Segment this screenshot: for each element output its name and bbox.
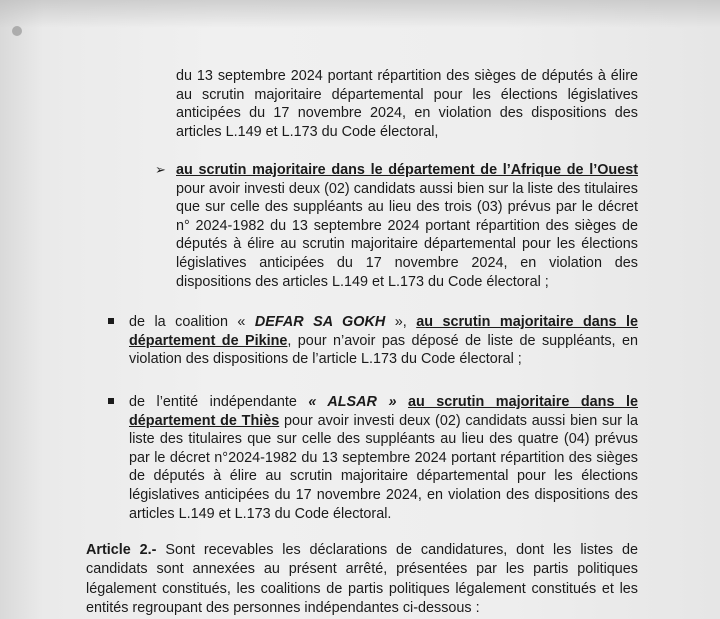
arrow-item-text: pour avoir investi deux (02) candidats aussi bien sur la liste des titulaires que sur celle des suppléants au lieu des trois (03) prévus par le décret n° 2024-1982 du 13 septembre 2024 portant répartition des sièges de députés à élire au scrutin majoritaire départemental pour les élections législatives anticipées du 17 novembre 2024, en violation des dispositions des articles L.149 et L.173 du Code électoral ; [176, 180, 638, 290]
arrow-item-body [176, 161, 638, 291]
bullet-item-body [129, 313, 638, 369]
bullet-heading: au scrutin majoritaire dans le département de Pikine [129, 314, 639, 349]
scan-mark [12, 26, 22, 36]
bullet-prefix: de la coalition « [129, 314, 255, 330]
arrow-item-heading: au scrutin majoritaire dans le département de l’Afrique de l’Ouest [176, 162, 638, 178]
article-text: Sont recevables les déclarations de candidatures, dont les listes de candidats sont annexées au présent arrêté, présentées par les partis politiques légalement constitués, les coalitions de partis politiques légalement constitués et les entités regroupant des personnes indépendantes ci-dessous : [86, 542, 638, 617]
bullet-prefix: de l’entité indépendante [129, 394, 309, 410]
arrow-bullet-icon: ➢ [155, 162, 166, 177]
square-bullet-icon [108, 318, 114, 324]
article-label: Article 2.- [86, 542, 157, 558]
entity-name: « ALSAR » [308, 394, 397, 410]
bullet-text: pour avoir investi deux (02) candidats aussi bien sur la liste des titulaires que sur celle des suppléants au lieu des quatre (04) prévus par le décret n°2024-1982 du 13 septembre 2024 portant répartition des sièges de députés à élire au scrutin majoritaire départemental pour les élections législatives anticipées du 17 novembre 2024, en violation des dispositions des articles L.149 et L.173 du Code électoral. [129, 412, 638, 522]
scan-shadow [0, 0, 720, 28]
bullet-heading: au scrutin majoritaire dans le département de Thiès [129, 394, 638, 429]
coalition-name: DEFAR SA GOKH [254, 314, 386, 330]
continuation-text: du 13 septembre 2024 portant répartition des sièges de députés à élire au scrutin majoritaire départemental pour les élections législatives anticipées du 17 novembre 2024, en violation des dispositions des articles L.149 et L.173 du Code électoral, [176, 68, 638, 140]
bullet-item-body [129, 393, 638, 523]
article-2-paragraph [86, 541, 638, 619]
continuation-paragraph [176, 67, 638, 141]
square-bullet-icon [108, 398, 114, 404]
bullet-text: , pour n’avoir pas déposé de liste de suppléants, en violation des dispositions de l’article L.173 du Code électoral ; [129, 332, 638, 368]
bullet-mid: », [385, 314, 417, 330]
